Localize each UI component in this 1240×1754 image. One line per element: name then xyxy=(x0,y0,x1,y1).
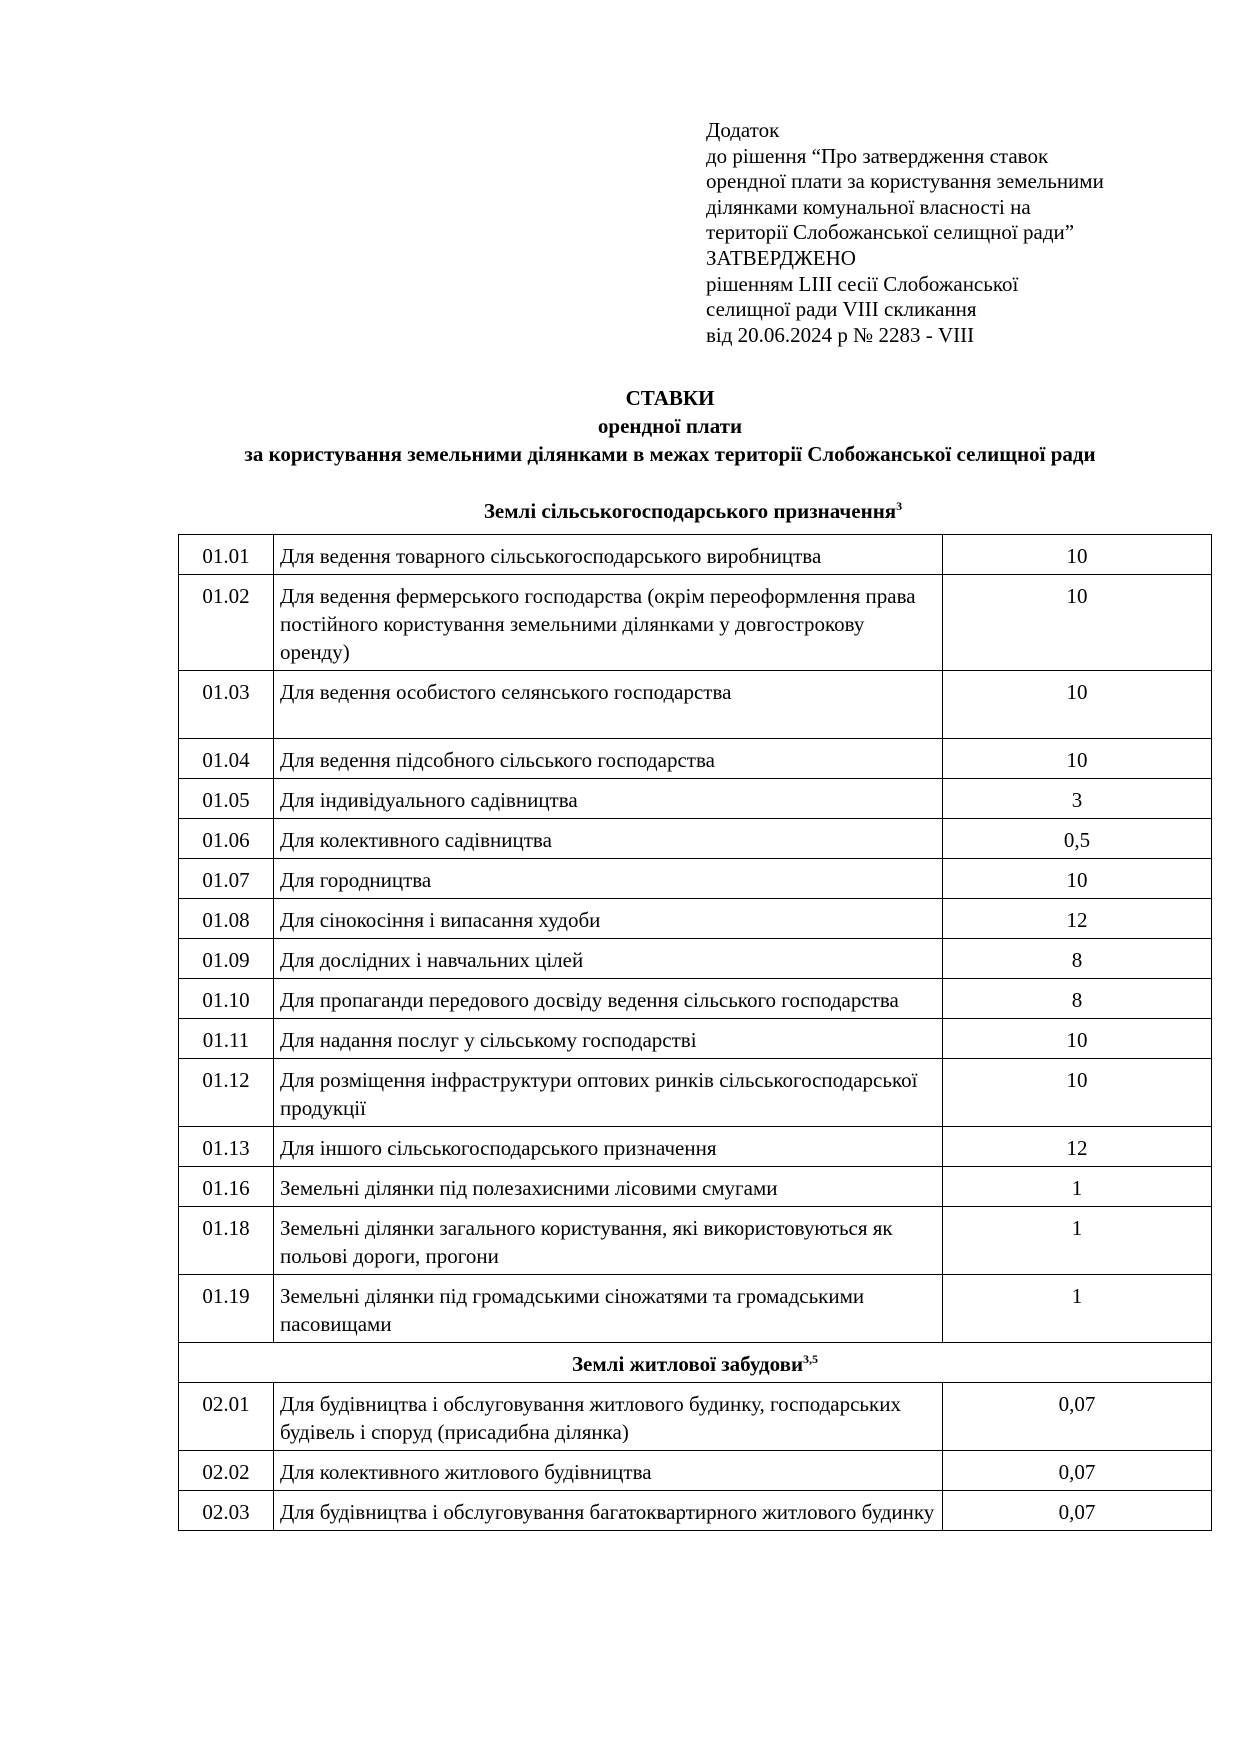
purpose-cell: Для колективного житлового будівництва xyxy=(274,1451,943,1491)
purpose-cell: Для іншого сільськогосподарського призначення xyxy=(274,1127,943,1167)
table-row xyxy=(179,739,1212,779)
table-row xyxy=(179,671,1212,739)
rates-table xyxy=(178,534,1212,1531)
rate-cell: 10 xyxy=(943,575,1212,671)
code-cell: 01.19 xyxy=(179,1275,274,1343)
footnote-mark: 3,5 xyxy=(803,1352,819,1366)
table-row xyxy=(179,1451,1212,1491)
code-cell: 01.11 xyxy=(179,1019,274,1059)
purpose-cell: Для колективного садівництва xyxy=(274,819,943,859)
section-heading-text: Землі сільськогосподарського призначення xyxy=(483,499,897,523)
code-cell: 01.16 xyxy=(179,1167,274,1207)
table-row xyxy=(179,1207,1212,1275)
code-cell: 01.01 xyxy=(179,535,274,575)
code-cell: 01.05 xyxy=(179,779,274,819)
purpose-cell: Для пропаганди передового досвіду ведення сільського господарства xyxy=(274,979,943,1019)
code-cell: 01.08 xyxy=(179,899,274,939)
purpose-cell: Для ведення підсобного сільського господарства xyxy=(274,739,943,779)
purpose-cell: Для будівництва і обслуговування багатоквартирного житлового будинку xyxy=(274,1491,943,1531)
section-row-residential xyxy=(179,1343,1212,1383)
table-row xyxy=(179,1059,1212,1127)
purpose-cell: Для індивідуального садівництва xyxy=(274,779,943,819)
code-cell: 01.06 xyxy=(179,819,274,859)
title-description: за користування земельними ділянками в межах території Слобожанської селищної ради xyxy=(244,442,1096,466)
rate-cell: 0,5 xyxy=(943,819,1212,859)
table-row xyxy=(179,779,1212,819)
purpose-cell: Для ведення товарного сільськогосподарського виробництва xyxy=(274,535,943,575)
rate-cell: 10 xyxy=(943,1019,1212,1059)
code-cell: 01.12 xyxy=(179,1059,274,1127)
section-heading-agricultural xyxy=(178,499,1208,524)
title-main: СТАВКИ xyxy=(625,386,715,410)
annex-line: ЗАТВЕРДЖЕНО xyxy=(706,245,856,270)
rate-cell: 12 xyxy=(943,1127,1212,1167)
rate-cell: 12 xyxy=(943,899,1212,939)
rate-cell: 3 xyxy=(943,779,1212,819)
purpose-cell: Для дослідних і навчальних цілей xyxy=(274,939,943,979)
purpose-cell: Земельні ділянки загального користування, які використовуються як польові дороги, прогони xyxy=(274,1207,943,1275)
code-cell: 01.03 xyxy=(179,671,274,739)
purpose-cell: Для будівництва і обслуговування житлового будинку, господарських будівель і споруд (присадибна ділянка) xyxy=(274,1383,943,1451)
annex-line: від 20.06.2024 р № 2283 - VIII xyxy=(706,322,975,347)
table-row xyxy=(179,819,1212,859)
code-cell: 01.18 xyxy=(179,1207,274,1275)
table-row xyxy=(179,1491,1212,1531)
annex-block xyxy=(706,118,1226,348)
code-cell: 01.09 xyxy=(179,939,274,979)
rate-cell: 1 xyxy=(943,1167,1212,1207)
section-heading-residential xyxy=(179,1343,1212,1383)
rate-cell: 1 xyxy=(943,1207,1212,1275)
code-cell: 01.02 xyxy=(179,575,274,671)
table-row xyxy=(179,1383,1212,1451)
rate-cell: 0,07 xyxy=(943,1491,1212,1531)
annex-line: селищної ради VIII скликання xyxy=(706,297,977,322)
table-row xyxy=(179,899,1212,939)
table-row xyxy=(179,1167,1212,1207)
rate-cell: 10 xyxy=(943,859,1212,899)
annex-line: ділянками комунальної власності на xyxy=(706,194,1031,219)
purpose-cell: Для ведення фермерського господарства (окрім переоформлення права постійного користування земельними ділянками у довгострокову оренду) xyxy=(274,575,943,671)
table-row xyxy=(179,859,1212,899)
code-cell: 02.03 xyxy=(179,1491,274,1531)
code-cell: 02.02 xyxy=(179,1451,274,1491)
footnote-mark: 3 xyxy=(896,499,903,513)
purpose-cell: Земельні ділянки під громадськими сіножатями та громадськими пасовищами xyxy=(274,1275,943,1343)
title-subtitle: орендної плати xyxy=(597,414,743,438)
rate-cell: 10 xyxy=(943,739,1212,779)
annex-line: орендної плати за користування земельними xyxy=(706,169,1104,194)
table-row xyxy=(179,1127,1212,1167)
table-row xyxy=(179,1275,1212,1343)
annex-line: до рішення “Про затвердження ставок xyxy=(706,143,1049,168)
table-row xyxy=(179,535,1212,575)
table-row xyxy=(179,979,1212,1019)
purpose-cell: Для городництва xyxy=(274,859,943,899)
rate-cell: 0,07 xyxy=(943,1451,1212,1491)
purpose-cell: Для розміщення інфраструктури оптових ринків сільськогосподарської продукції xyxy=(274,1059,943,1127)
table-row xyxy=(179,1019,1212,1059)
purpose-cell: Для сінокосіння і випасання худоби xyxy=(274,899,943,939)
rate-cell: 8 xyxy=(943,979,1212,1019)
rate-cell: 10 xyxy=(943,1059,1212,1127)
table-row xyxy=(179,939,1212,979)
rate-cell: 0,07 xyxy=(943,1383,1212,1451)
rate-cell: 10 xyxy=(943,671,1212,739)
annex-line: Додаток xyxy=(706,118,780,142)
purpose-cell: Для ведення особистого селянського господарства xyxy=(274,671,943,739)
code-cell: 01.04 xyxy=(179,739,274,779)
rate-cell: 1 xyxy=(943,1275,1212,1343)
code-cell: 01.10 xyxy=(179,979,274,1019)
rate-cell: 10 xyxy=(943,535,1212,575)
annex-line: території Слобожанської селищної ради” xyxy=(706,220,1075,245)
code-cell: 01.13 xyxy=(179,1127,274,1167)
code-cell: 01.07 xyxy=(179,859,274,899)
section-heading-text: Землі житлової забудови xyxy=(571,1352,804,1376)
purpose-cell: Для надання послуг у сільському господарстві xyxy=(274,1019,943,1059)
rate-cell: 8 xyxy=(943,939,1212,979)
annex-line: рішенням LIII сесії Слобожанської xyxy=(706,271,1019,296)
document-title xyxy=(0,384,1240,468)
purpose-cell: Земельні ділянки під полезахисними лісовими смугами xyxy=(274,1167,943,1207)
code-cell: 02.01 xyxy=(179,1383,274,1451)
table-row xyxy=(179,575,1212,671)
